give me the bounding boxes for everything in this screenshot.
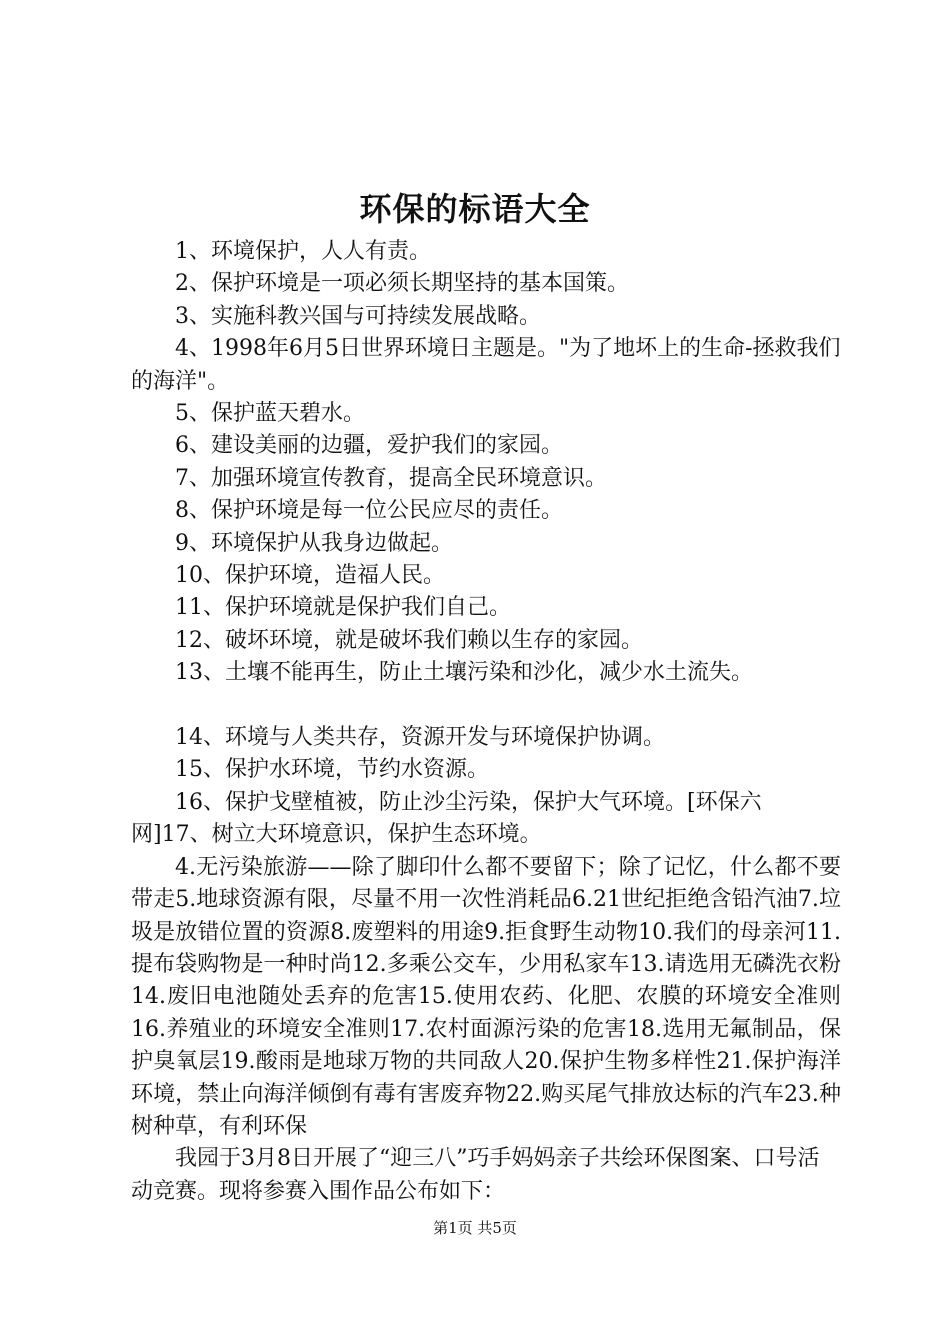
slogan-10: 10、保护环境，造福人民。	[175, 563, 445, 589]
paragraph-gap	[131, 690, 841, 722]
slogan-1: 1、环境保护，人人有责。	[175, 239, 431, 264]
document-body	[131, 236, 841, 1208]
document-title: 环保的标语大全	[359, 190, 591, 228]
slogan-13: 13、土壤不能再生，防止土壤污染和沙化，减少水土流失。	[175, 660, 753, 686]
slogan-8: 8、保护环境是每一位公民应尽的责任。	[175, 498, 563, 524]
activity-announcement: 我园于3月8日开展了“迎三八”巧手妈妈亲子共绘环保图案、口号活动竞赛。现将参赛入围作品公布如下：	[131, 1146, 820, 1204]
slogan-14: 14、环境与人类共存，资源开发与环境保护协调。	[175, 725, 665, 751]
slogan-16-17: 16、保护戈壁植被，防止沙尘污染，保护大气环境。[环保六网]17、树立大环境意识，保护生态环境。	[131, 789, 762, 848]
slogan-15: 15、保护水环境，节约水资源。	[175, 757, 489, 783]
slogan-2: 2、保护环境是一项必须长期坚持的基本国策。	[175, 271, 629, 297]
page-number-footer: 第1页 共5页	[433, 1219, 517, 1237]
slogan-7: 7、加强环境宣传教育，提高全民环境意识。	[175, 465, 607, 491]
slogan-3: 3、实施科教兴国与可持续发展战略。	[175, 303, 541, 329]
slogan-11: 11、保护环境就是保护我们自己。	[175, 595, 511, 621]
slogan-9: 9、环境保护从我身边做起。	[175, 530, 453, 556]
slogan-4: 4、1998年6月5日世界环境日主题是。"为了地坏上的生命-拯救我们的海洋"。	[131, 336, 841, 394]
slogan-5: 5、保护蓝天碧水。	[175, 401, 365, 427]
slogan-12: 12、破坏环境，就是破坏我们赖以生存的家园。	[175, 627, 643, 653]
themed-slogan-list: 4.无污染旅游——除了脚印什么都不要留下；除了记忆，什么都不要带走5.地球资源有限，尽量不用一次性消耗品6.21世纪拒绝含铅汽油7.垃圾是放错位置的资源8.废塑料的用途9.拒食野生动物10.我们的母亲河11.提布袋购物是一种时尚12.多乘公交车，少用私家车13.请选用无磷洗衣粉14.废旧电池随处丢弃的危害15.使用农药、化肥、农膜的环境安全准则16.养殖业的环境安全准则17.农村面源污染的危害18.选用无氟制品，保护臭氧层19.酸雨是地球万物的共同敌人20.保护生物多样性21.保护海洋环境，禁止向海洋倾倒有毒有害废弃物22.购买尾气排放达标的汽车23.种树种草，有利环保	[131, 854, 841, 1139]
slogan-6: 6、建设美丽的边疆，爱护我们的家园。	[175, 433, 563, 459]
